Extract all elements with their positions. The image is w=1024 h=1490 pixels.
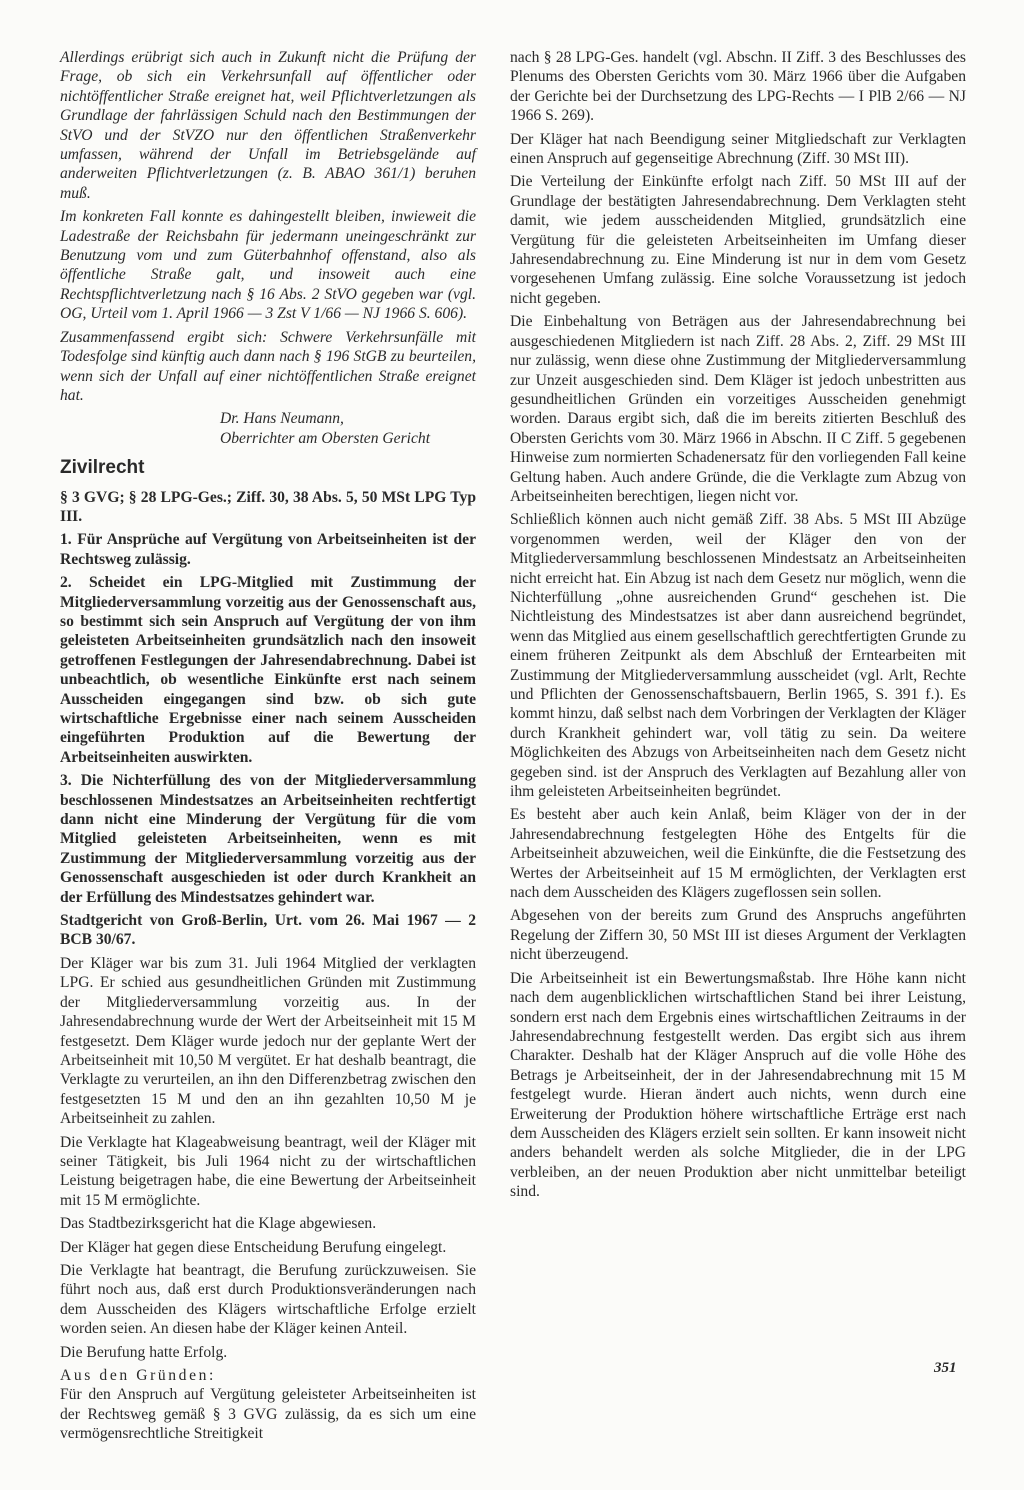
body-paragraph: Der Kläger war bis zum 31. Juli 1964 Mitglied der verklagten LPG. Er schied aus gesundheitlichen Gründen mit Zustimmung der Mitgliederversammlung vorzeitig aus. In der Jahresendabrechnung wurde der Wert der Arbeitseinheit mit 15 M festgesetzt. Dem Kläger wurde jedoch nur der geplante Wert der Arbeitseinheit mit 10,50 M vergütet. Er hat deshalb beantragt, die Verklagte zu verurteilen, an ihn den Differenzbetrag zwischen den festgesetzten 15 M und den an ihn gezahlten 10,50 M je Arbeitseinheit zu zahlen. <box>60 954 476 1128</box>
body-paragraph: Schließlich können auch nicht gemäß Ziff. 38 Abs. 5 MSt III Abzüge vorgenommen werden, weil der Kläger den von der Mitgliederversammlung beschlossenen Mindestsatz an Arbeitseinheiten nicht erreicht hat. Ein Abzug ist nach dem Gesetz nur möglich, wenn die Nichterfüllung „ohne ausreichenden Grund“ geschehen ist. Die Nichtleistung des Mindestsatzes ist aber dann ausreichend begründet, wenn das Mitglied aus einem gesellschaftlich gerechtfertigten Grunde zu einem früheren Zeitpunkt als dem Abschluß der Erntearbeiten mit Zustimmung der Mitgliederversammlung ausscheidet (vgl. Arlt, Rechte und Pflichten der Genossenschaftsbauern, Berlin 1965, S. 391 f.). Es kommt hinzu, daß selbst nach dem Vorbringen der Verklagten der Kläger durch Krankheit gehindert war, voll tätig zu sein. Da weitere Möglichkeiten des Abzugs von Arbeitseinheiten nach dem Gesetz nicht gegeben sind. ist der Anspruch des Verklagten auf Bezahlung aller von ihm geleisteten Arbeitseinheiten begründet. <box>510 511 966 801</box>
body-paragraph: Die Verklagte hat Klageabweisung beantragt, weil der Kläger mit seiner Tätigkeit, bis Juli 1964 nicht zu der wirtschaftlichen Leistung beigetragen habe, die eine Bewertung der Arbeitseinheit mit 15 M ermöglichte. <box>60 1133 476 1209</box>
court-citation: Stadtgericht von Groß-Berlin, Urt. vom 26. Mai 1967 — 2 BCB 30/67. <box>60 912 476 949</box>
commentary-paragraph: Allerdings erübrigt sich auch in Zukunft nicht die Prüfung der Frage, ob sich ein Verkehrsunfall auf öffentlicher oder nichtöffentlicher Straße ereignet hat, weil Pflichtverletzungen als Grundlage der fahrlässigen Schuld nach den Bestimmungen der StVO und der StVZO nur den öffentlichen Straßenverkehr umfassen, während der Unfall im Betriebsgelände auf anderweiten Pflichtverletzungen (z. B. ABAO 361/1) beruhen muß. <box>60 49 476 202</box>
headnote: 1. Für Ansprüche auf Vergütung von Arbeitseinheiten ist der Rechtsweg zulässig. <box>60 531 476 568</box>
body-paragraph: Es besteht aber auch kein Anlaß, beim Kläger von der in der Jahresendabrechnung festgelegten Höhe des Entgelts für die Arbeitseinheit abzuweichen, weil die Einkünfte, die die Festsetzung des Wertes der Arbeitseinheit auf 15 M ermöglichten, der Verklagten erst nach dem Ausscheiden des Klägers zugeflossen sein sollen. <box>510 806 966 902</box>
body-paragraph: Die Berufung hatte Erfolg. <box>60 1343 228 1361</box>
left-column <box>60 48 476 1448</box>
statute-reference: § 3 GVG; § 28 LPG-Ges.; Ziff. 30, 38 Abs. 5, 50 MSt LPG Typ III. <box>60 488 476 525</box>
body-paragraph: Für den Anspruch auf Vergütung geleisteter Arbeitseinheiten ist der Rechtsweg gemäß § 3 GVG zulässig, da es sich um eine vermögensrechtliche Streitigkeit <box>60 1386 476 1443</box>
body-paragraph: Die Verteilung der Einkünfte erfolgt nach Ziff. 50 MSt III auf der Grundlage der bestätigten Jahresendabrechnung. Dem Verklagten steht damit, wie jedem ausscheidenden Mitglied, grundsätzlich eine Vergütung für die geleisteten Arbeitseinheiten im Umfang dieser Jahresendabrechnung zu. Eine Minderung ist nur in dem vom Gesetz vorgesehenen Umfang zulässig. Eine solche Voraussetzung ist jedoch nicht gegeben. <box>510 173 966 307</box>
section-heading: Zivilrecht <box>60 457 145 479</box>
headnote: 3. Die Nichterfüllung des von der Mitgliederversammlung beschlossenen Mindestsatzes an Arbeitseinheiten rechtfertigt dann nicht eine Minderung der Vergütung für die vom Mitglied geleisteten Arbeitseinheiten, wenn es mit Zustimmung der Mitgliederversammlung vorzeitig aus der Genossenschaft ausgeschieden ist oder durch Krankheit an der Erfüllung des Mindestsatzes gehindert war. <box>60 772 476 906</box>
author-title: Oberrichter am Obersten Gericht <box>220 429 431 447</box>
body-paragraph: Der Kläger hat gegen diese Entscheidung Berufung eingelegt. <box>60 1238 447 1256</box>
body-paragraph: Die Verklagte hat beantragt, die Berufung zurückzuweisen. Sie führt noch aus, daß erst durch Produktionsveränderungen nach dem Ausscheiden des Klägers wirtschaftliche Erfolge erzielt worden seien. An diesen habe der Kläger keinen Anteil. <box>60 1261 476 1338</box>
author-name: Dr. Hans Neumann, <box>220 410 344 428</box>
right-column <box>510 48 966 1206</box>
body-paragraph: Abgesehen von der bereits zum Grund des Anspruchs angeführten Regelung der Ziffern 30, 50 MSt III ist dieses Argument der Verklagten nicht überzeugend. <box>510 907 966 964</box>
body-paragraph: nach § 28 LPG-Ges. handelt (vgl. Abschn. II Ziff. 3 des Beschlusses des Plenums des Obersten Gerichts vom 30. März 1966 über die Aufgaben der Gerichte bei der Durchsetzung des LPG-Rechts — I PlB 2/66 — NJ 1966 S. 269). <box>510 49 966 125</box>
grounds-heading: Aus den Gründen: <box>60 1367 216 1384</box>
headnote: 2. Scheidet ein LPG-Mitglied mit Zustimmung der Mitgliederversammlung vorzeitig aus der Genossenschaft aus, so bestimmt sich sein Anspruch auf Vergütung der von ihm geleisteten Arbeitseinheiten grundsätzlich nach den insoweit getroffenen Festlegungen der Jahresendabrechnung. Dabei ist unbeachtlich, ob wesentliche Einkünfte erst nach seinem Ausscheiden eingegangen sind bzw. ob sich gute wirtschaftliche Ergebnisse einer nach seinem Ausscheiden eingeführten Produktion auf die Bewertung der Arbeitseinheiten auswirkten. <box>60 574 476 766</box>
body-paragraph: Die Einbehaltung von Beträgen aus der Jahresendabrechnung bei ausgeschiedenen Mitgliedern ist nach Ziff. 28 Abs. 2, Ziff. 29 MSt III nur zulässig, wenn diese ohne Zustimmung der Mitgliederversammlung zur Unzeit ausgeschieden sind. Dem Kläger ist jedoch unbestritten aus gesundheitlichen Gründen ein vorzeitiges Ausscheiden genehmigt worden. Daraus ergibt sich, daß die im bereits zitierten Beschluß des Obersten Gerichts vom 30. März 1966 in Abschn. II C Ziff. 5 gegebenen Hinweise zum normierten Schadenersatz für den vorliegenden Fall keine Geltung haben. Auch andere Gründe, die die Verklagte zum Abzug von Arbeitseinheiten berechtigen, liegen nicht vor. <box>510 313 966 505</box>
page-number: 351 <box>934 1360 957 1376</box>
commentary-paragraph: Zusammenfassend ergibt sich: Schwere Verkehrsunfälle mit Todesfolge sind künftig auch dann nach § 196 StGB zu beurteilen, wenn sich der Unfall auf einer nichtöffentlichen Straße ereignet hat. <box>60 328 476 404</box>
commentary-paragraph: Im konkreten Fall konnte es dahingestellt bleiben, inwieweit die Ladestraße der Reichsbahn für jedermann uneingeschränkt zur Benutzung vom und zum Güterbahnhof offenstand, also als öffentliche Straße galt, und insoweit auch eine Rechtspflichtverletzung nach § 16 Abs. 2 StVO gegeben war (vgl. OG, Urteil vom 1. April 1966 — 3 Zst V 1/66 — NJ 1966 S. 606). <box>60 208 476 323</box>
body-paragraph: Das Stadtbezirksgericht hat die Klage abgewiesen. <box>60 1215 377 1233</box>
body-paragraph: Die Arbeitseinheit ist ein Bewertungsmaßstab. Ihre Höhe kann nicht nach dem augenblicklichen wirtschaftlichen Stand bei ihrer Leistung, sondern erst nach dem Ergebnis eines wirtschaftlichen Zeitraums in der Jahresendabrechnung festgestellt werden. Das ergibt sich aus ihrem Charakter. Deshalb hat der Kläger Anspruch auf die volle Höhe des Betrags je Arbeitseinheit, der in der Jahresendabrechnung mit 15 M festgelegt wurde. Hieran ändert auch nichts, wenn durch eine Erweiterung der Produktion höhere wirtschaftliche Erträge erst nach dem Ausscheiden des Klägers erzielt sein sollten. Er kann insoweit nicht anders behandelt werden als solche Mitglieder, die in der LPG verbleiben, an der neuen Produktion aber nicht unmittelbar beteiligt sind. <box>510 969 966 1201</box>
body-paragraph: Der Kläger hat nach Beendigung seiner Mitgliedschaft zur Verklagten einen Anspruch auf gegenseitige Abrechnung (Ziff. 30 MSt III). <box>510 130 966 168</box>
